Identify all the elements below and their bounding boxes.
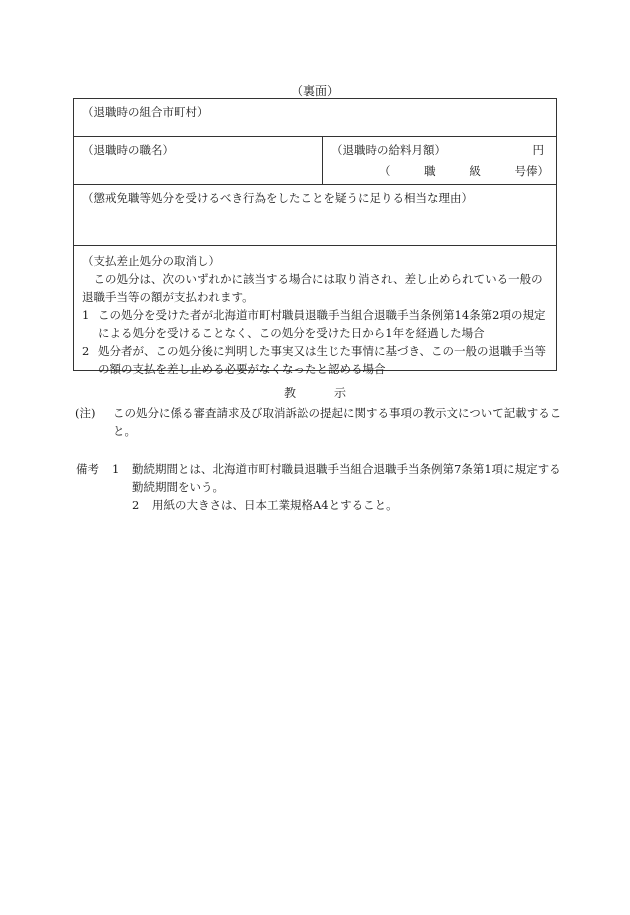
instruction-heading-right: 示 bbox=[334, 386, 347, 400]
grade-gohou: 号俸） bbox=[514, 164, 549, 178]
municipality-label: （退職時の組合市町村） bbox=[82, 105, 209, 119]
position-salary-row bbox=[74, 137, 556, 185]
remarks-item-number: 2 bbox=[132, 498, 140, 512]
grade-open-paren: （ bbox=[379, 164, 391, 178]
remarks-item bbox=[76, 460, 566, 496]
cancellation-intro: この処分は、次のいずれかに該当する場合には取り消され、差し止められている一般の退職手当等の額が支払われます。 bbox=[82, 272, 543, 304]
page-title: （裏面） bbox=[290, 84, 339, 98]
remarks-item-text: 用紙の大きさは、日本工業規格A4とすること。 bbox=[152, 498, 398, 512]
reason-label: （懲戒免職等処分を受けるべき行為をしたことを疑うに足りる相当な理由） bbox=[82, 191, 473, 205]
instruction-heading bbox=[0, 384, 630, 401]
cancellation-item bbox=[82, 342, 548, 378]
form-table bbox=[73, 98, 557, 376]
grade-kyu: 級 bbox=[469, 164, 481, 178]
remarks-item bbox=[132, 496, 566, 514]
cancellation-item bbox=[82, 306, 548, 342]
cancellation-row bbox=[74, 246, 556, 376]
instruction-heading-left: 教 bbox=[283, 386, 296, 400]
municipality-row[interactable] bbox=[74, 99, 556, 137]
note bbox=[75, 404, 565, 440]
remarks-item-number: 1 bbox=[112, 462, 120, 476]
salary-unit: 円 bbox=[532, 143, 544, 157]
remarks-item-text: 勤続期間とは、北海道市町村職員退職手当組合退職手当条例第7条第1項に規定する勤続期間をいう。 bbox=[132, 462, 561, 494]
remarks-tag: 備考 bbox=[76, 462, 99, 476]
salary-label: （退職時の給料月額） bbox=[331, 143, 446, 157]
cancellation-item-text: 処分者が、この処分後に判明した事実又は生じた事情に基づき、この一般の退職手当等の額の支払を差し止める必要がなくなったと認める場合 bbox=[98, 344, 547, 376]
note-tag: (注) bbox=[75, 406, 96, 420]
salary-cell[interactable] bbox=[323, 137, 556, 184]
remarks bbox=[76, 460, 566, 514]
position-label: （退職時の職名） bbox=[82, 143, 174, 157]
grade-line bbox=[379, 163, 549, 179]
cancellation-item-number: 2 bbox=[82, 344, 90, 358]
note-text: この処分に係る審査請求及び取消訴訟の提起に関する事項の教示文について記載すること。 bbox=[113, 406, 562, 438]
cancellation-item-text: この処分を受けた者が北海道市町村職員退職手当組合退職手当条例第14条第2項の規定による処分を受けることなく、この処分を受けた日から1年を経過した場合 bbox=[98, 308, 546, 340]
position-cell[interactable] bbox=[74, 137, 323, 184]
grade-shoku: 職 bbox=[424, 164, 436, 178]
cancellation-item-number: 1 bbox=[82, 308, 90, 322]
cancellation-heading: （支払差止処分の取消し） bbox=[82, 254, 220, 268]
reason-row[interactable] bbox=[74, 185, 556, 246]
